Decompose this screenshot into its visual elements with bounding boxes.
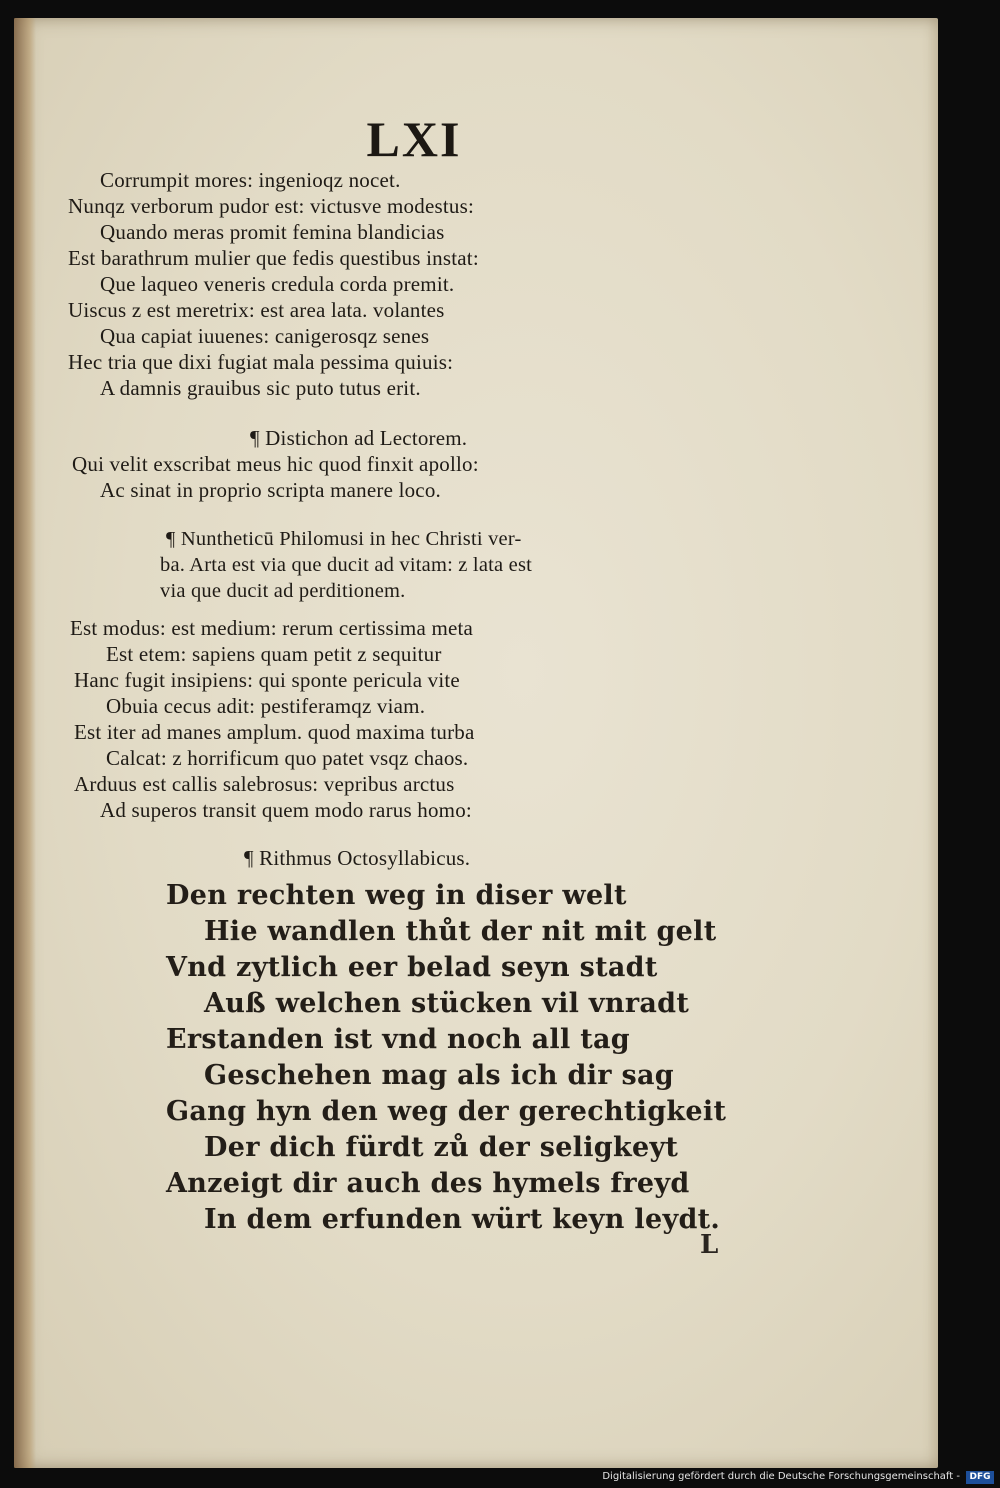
rithmus-heading: ¶ Rithmus Octosyllabicus. bbox=[244, 846, 471, 870]
page-spine-shadow bbox=[14, 18, 36, 1468]
verse-line: Est modus: est medium: rerum certissima meta bbox=[70, 616, 474, 640]
verse-line: Que laqueo veneris credula corda premit. bbox=[100, 272, 455, 296]
funding-credit: Digitalisierung gefördert durch die Deutsche Forschungsgemeinschaft - bbox=[602, 1471, 960, 1482]
verse-line: Qui velit exscribat meus hic quod finxit apollo: bbox=[72, 452, 479, 476]
verse-line: Est barathrum mulier que fedis questibus instat: bbox=[68, 246, 479, 270]
gothic-verse-line: In dem erfunden würt keyn leydt. bbox=[204, 1204, 721, 1235]
book-page bbox=[14, 18, 938, 1468]
verse-line: Hec tria que dixi fugiat mala pessima quiuis: bbox=[68, 350, 454, 374]
verse-line: Uiscus z est meretrix: est area lata. volantes bbox=[68, 298, 445, 322]
paragraph-line: via que ducit ad perditionem. bbox=[160, 580, 406, 602]
gothic-verse-line: Hie wandlen thůt der nit mit gelt bbox=[204, 916, 717, 947]
signature-mark: L bbox=[700, 1230, 719, 1260]
verse-line: Arduus est callis salebrosus: vepribus arctus bbox=[74, 772, 455, 796]
paragraph-line: ¶ Nuntheticū Philomusi in hec Christi ver- bbox=[166, 528, 522, 550]
verse-line: Hanc fugit insipiens: qui sponte pericula vite bbox=[74, 668, 460, 692]
gothic-verse-line: Der dich fürdt zů der seligkeyt bbox=[204, 1132, 679, 1163]
verse-line: A damnis grauibus sic puto tutus erit. bbox=[100, 376, 421, 400]
verse-line: Est etem: sapiens quam petit z sequitur bbox=[106, 642, 442, 666]
verse-line: Calcat: z horrificum quo patet vsqz chaos. bbox=[106, 746, 469, 770]
verse-line: Est iter ad manes amplum. quod maxima turba bbox=[74, 720, 475, 744]
verse-line: Ac sinat in proprio scripta manere loco. bbox=[100, 478, 441, 502]
gothic-verse-line: Den rechten weg in diser welt bbox=[166, 880, 627, 911]
verse-line: Obuia cecus adit: pestiferamqz viam. bbox=[106, 694, 426, 718]
gothic-verse-line: Anzeigt dir auch des hymels freyd bbox=[166, 1168, 690, 1199]
verse-line: Quando meras promit femina blandicias bbox=[100, 220, 445, 244]
verse-line: Ad superos transit quem modo rarus homo: bbox=[100, 798, 472, 822]
gothic-verse-line: Erstanden ist vnd noch all tag bbox=[166, 1024, 630, 1055]
folio-number: LXI bbox=[366, 111, 462, 167]
gothic-verse-line: Gang hyn den weg der gerechtigkeit bbox=[166, 1096, 727, 1127]
gothic-verse-line: Vnd zytlich eer belad seyn stadt bbox=[166, 952, 658, 983]
verse-line: Qua capiat iuuenes: canigerosqz senes bbox=[100, 324, 430, 348]
paragraph-line: ba. Arta est via que ducit ad vitam: z lata est bbox=[160, 554, 533, 576]
distichon-heading: ¶ Distichon ad Lectorem. bbox=[250, 426, 468, 450]
dfg-logo: DFG bbox=[966, 1471, 994, 1484]
gothic-verse-line: Geschehen mag als ich dir sag bbox=[204, 1060, 674, 1091]
gothic-verse-line: Auß welchen stücken vil vnradt bbox=[204, 988, 690, 1019]
verse-line: Corrumpit mores: ingenioqz nocet. bbox=[100, 168, 401, 192]
footer-bar bbox=[0, 1468, 1000, 1488]
verse-line: Nunqz verborum pudor est: victusve modestus: bbox=[68, 194, 474, 218]
